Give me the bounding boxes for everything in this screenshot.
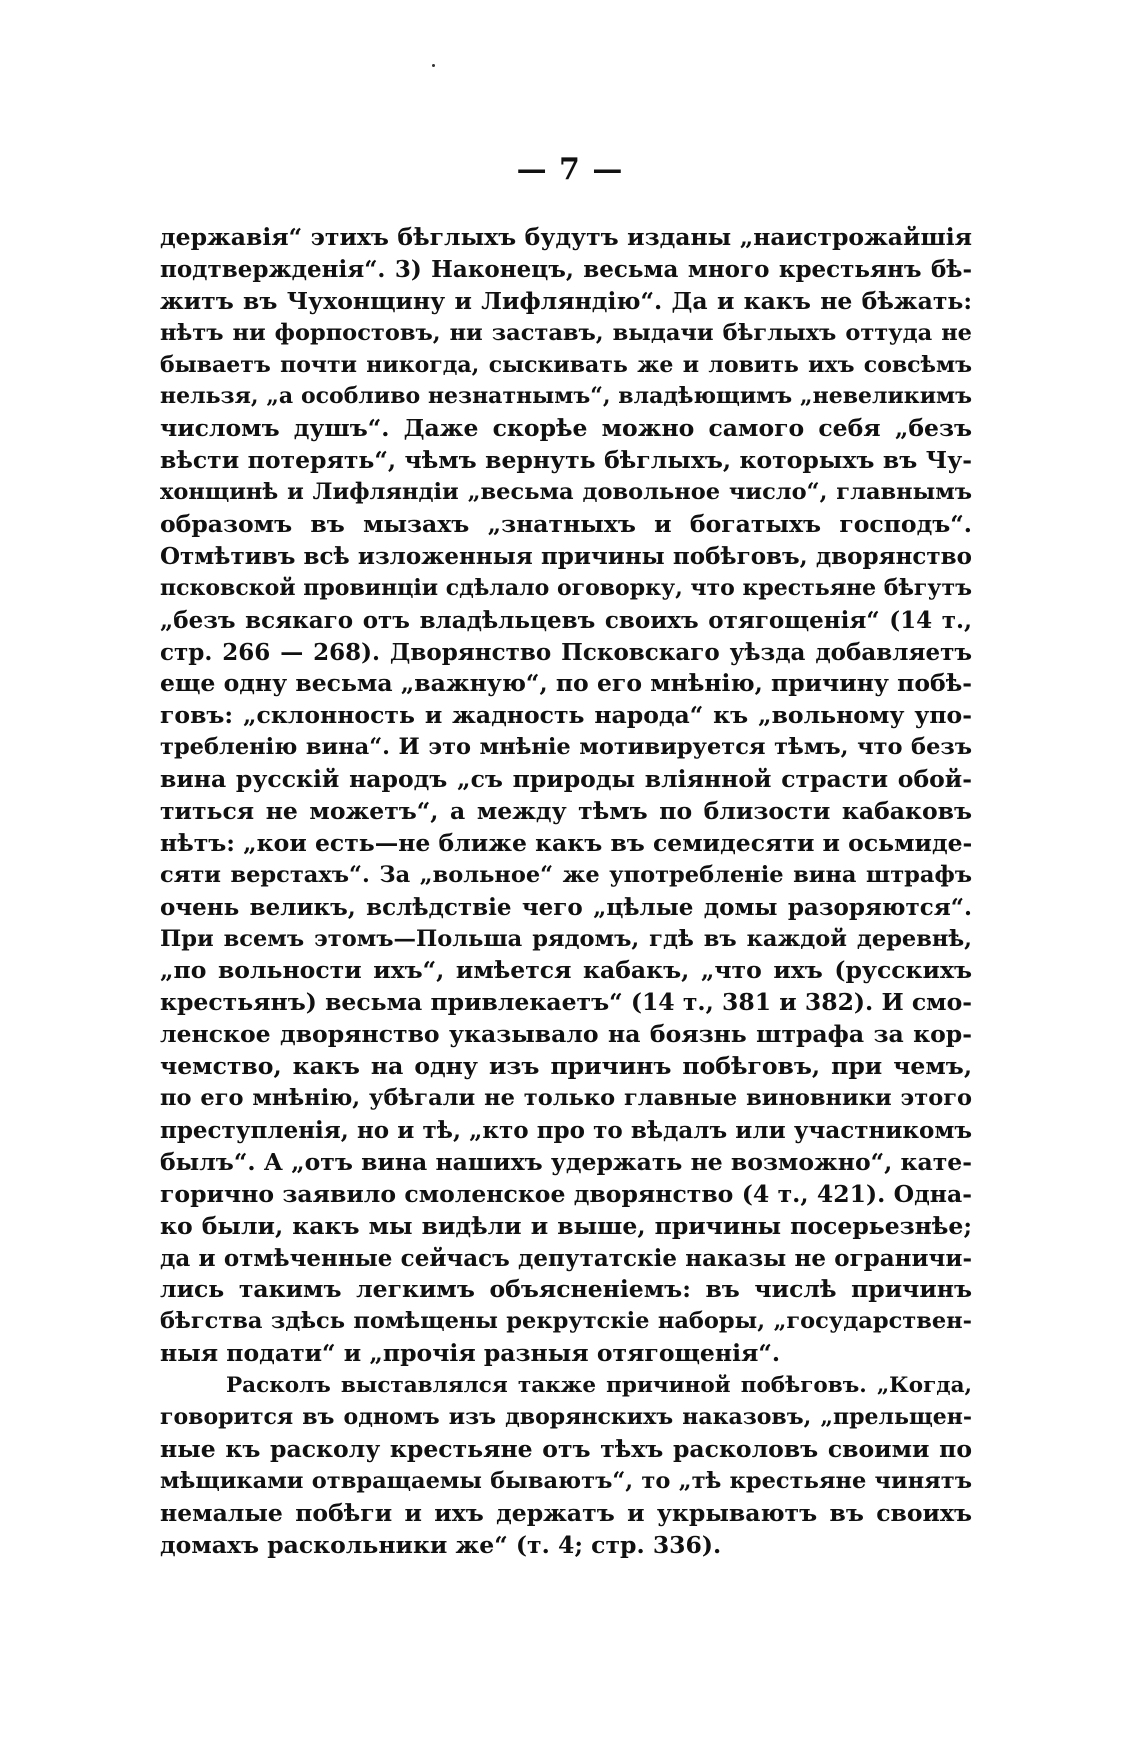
text-line: подтвержденія“. 3) Наконецъ, весьма много крестьянъ бѣ- — [160, 255, 972, 283]
text-line: требленію вина“. И это мнѣніе мотивируется тѣмъ, что безъ — [160, 734, 972, 761]
text-line: ные къ расколу крестьяне отъ тѣхъ расколовъ своими по — [160, 1434, 972, 1463]
text-line: державія“ этихъ бѣглыхъ будутъ изданы „наистрожайшія — [160, 223, 972, 251]
page-number: — 7 — — [516, 152, 624, 187]
text-line: еще одну весьма „важную“, по его мнѣнію, причину побѣ- — [160, 669, 972, 698]
text-line: сяти верстахъ“. За „вольное“ же употребленіе вина штрафъ — [160, 861, 972, 888]
text-line: говъ: „склонность и жадность народа“ къ „вольному упо- — [160, 701, 972, 730]
text-line: вина русскій народъ „съ природы вліянной страсти обой- — [160, 765, 972, 794]
text-line: да и отмѣченные сейчасъ депутатскіе наказы не ограничи- — [160, 1244, 972, 1272]
text-line: лись такимъ легкимъ объясненіемъ: въ числѣ причинъ — [160, 1275, 972, 1304]
text-line: Отмѣтивъ всѣ изложенныя причины побѣговъ, дворянство — [160, 542, 972, 570]
text-line: „по вольности ихъ“, имѣется кабакъ, „что ихъ (русскихъ — [160, 956, 972, 985]
text-line: нѣтъ: „кои есть—не ближе какъ въ семидесяти и осьмиде- — [160, 828, 972, 857]
text-line: мѣщиками отвращаемы бываютъ“, то „тѣ крестьяне чинятъ — [160, 1467, 972, 1494]
paragraph-first-line: Расколъ выставлялся также причиной побѣговъ. „Когда, — [226, 1373, 972, 1399]
text-line: преступленія, но и тѣ, „кто про то вѣдалъ или участникомъ — [160, 1116, 972, 1144]
text-line: бѣгства здѣсь помѣщены рекрутскіе наборы, „государствен- — [160, 1308, 972, 1335]
text-line: образомъ въ мызахъ „знатныхъ и богатыхъ господъ“. — [160, 510, 972, 539]
text-line: нѣтъ ни форпостовъ, ни заставъ, выдачи бѣглыхъ оттуда не — [160, 319, 972, 346]
text-line: очень великъ, вслѣдствіе чего „цѣлые домы разоряются“. — [160, 893, 972, 921]
text-line: вѣсти потерять“, чѣмъ вернуть бѣглыхъ, которыхъ въ Чу- — [160, 446, 972, 475]
text-line: горично заявило смоленское дворянство (4 т., 421). Одна- — [160, 1179, 972, 1208]
text-line: числомъ душъ“. Даже скорѣе можно самого себя „безъ — [160, 414, 972, 443]
text-line: житъ въ Чухонщину и Лифляндію“. Да и какъ не бѣжать: — [160, 286, 972, 315]
text-line: по его мнѣнію, убѣгали не только главные виновники этого — [160, 1085, 972, 1112]
text-line: былъ“. А „отъ вина нашихъ удержать не возможно“, кате- — [160, 1147, 972, 1176]
print-speck — [432, 64, 435, 67]
text-line: ныя подати“ и „прочія разныя отягощенія“. — [160, 1339, 781, 1368]
text-line: При всемъ этомъ—Польша рядомъ, гдѣ въ каждой деревнѣ, — [160, 925, 972, 952]
text-line: ко были, какъ мы видѣли и выше, причины посерьезнѣе; — [160, 1211, 972, 1240]
text-line: нельзя, „а особливо незнатнымъ“, владѣющимъ „невеликимъ — [160, 383, 972, 410]
text-line: „безъ всякаго отъ владѣльцевъ своихъ отягощенія“ (14 т., — [160, 606, 972, 634]
text-line: чемство, какъ на одну изъ причинъ побѣговъ, при чемъ, — [160, 1052, 972, 1081]
text-line: говорится въ одномъ изъ дворянскихъ наказовъ, „прельщен- — [160, 1403, 972, 1430]
text-line: титься не можетъ“, а между тѣмъ по близости кабаковъ — [160, 797, 972, 826]
text-line: псковской провинціи сдѣлало оговорку, что крестьяне бѣгутъ — [160, 574, 972, 601]
text-line: крестьянъ) весьма привлекаетъ“ (14 т., 381 и 382). И смо- — [160, 988, 972, 1017]
body-text — [160, 222, 972, 1561]
text-line: бываетъ почти никогда, сыскивать же и ловить ихъ совсѣмъ — [160, 351, 972, 378]
text-line: ленское дворянство указывало на боязнь штрафа за кор- — [160, 1020, 972, 1049]
text-line: домахъ раскольники же“ (т. 4; стр. 336). — [160, 1530, 722, 1559]
text-line: немалые побѣги и ихъ держатъ и укрываютъ въ своихъ — [160, 1498, 972, 1527]
text-line: стр. 266 — 268). Дворянство Псковскаго уѣзда добавляетъ — [160, 638, 972, 666]
text-line: хонщинѣ и Лифляндіи „весьма довольное число“, главнымъ — [160, 479, 972, 506]
